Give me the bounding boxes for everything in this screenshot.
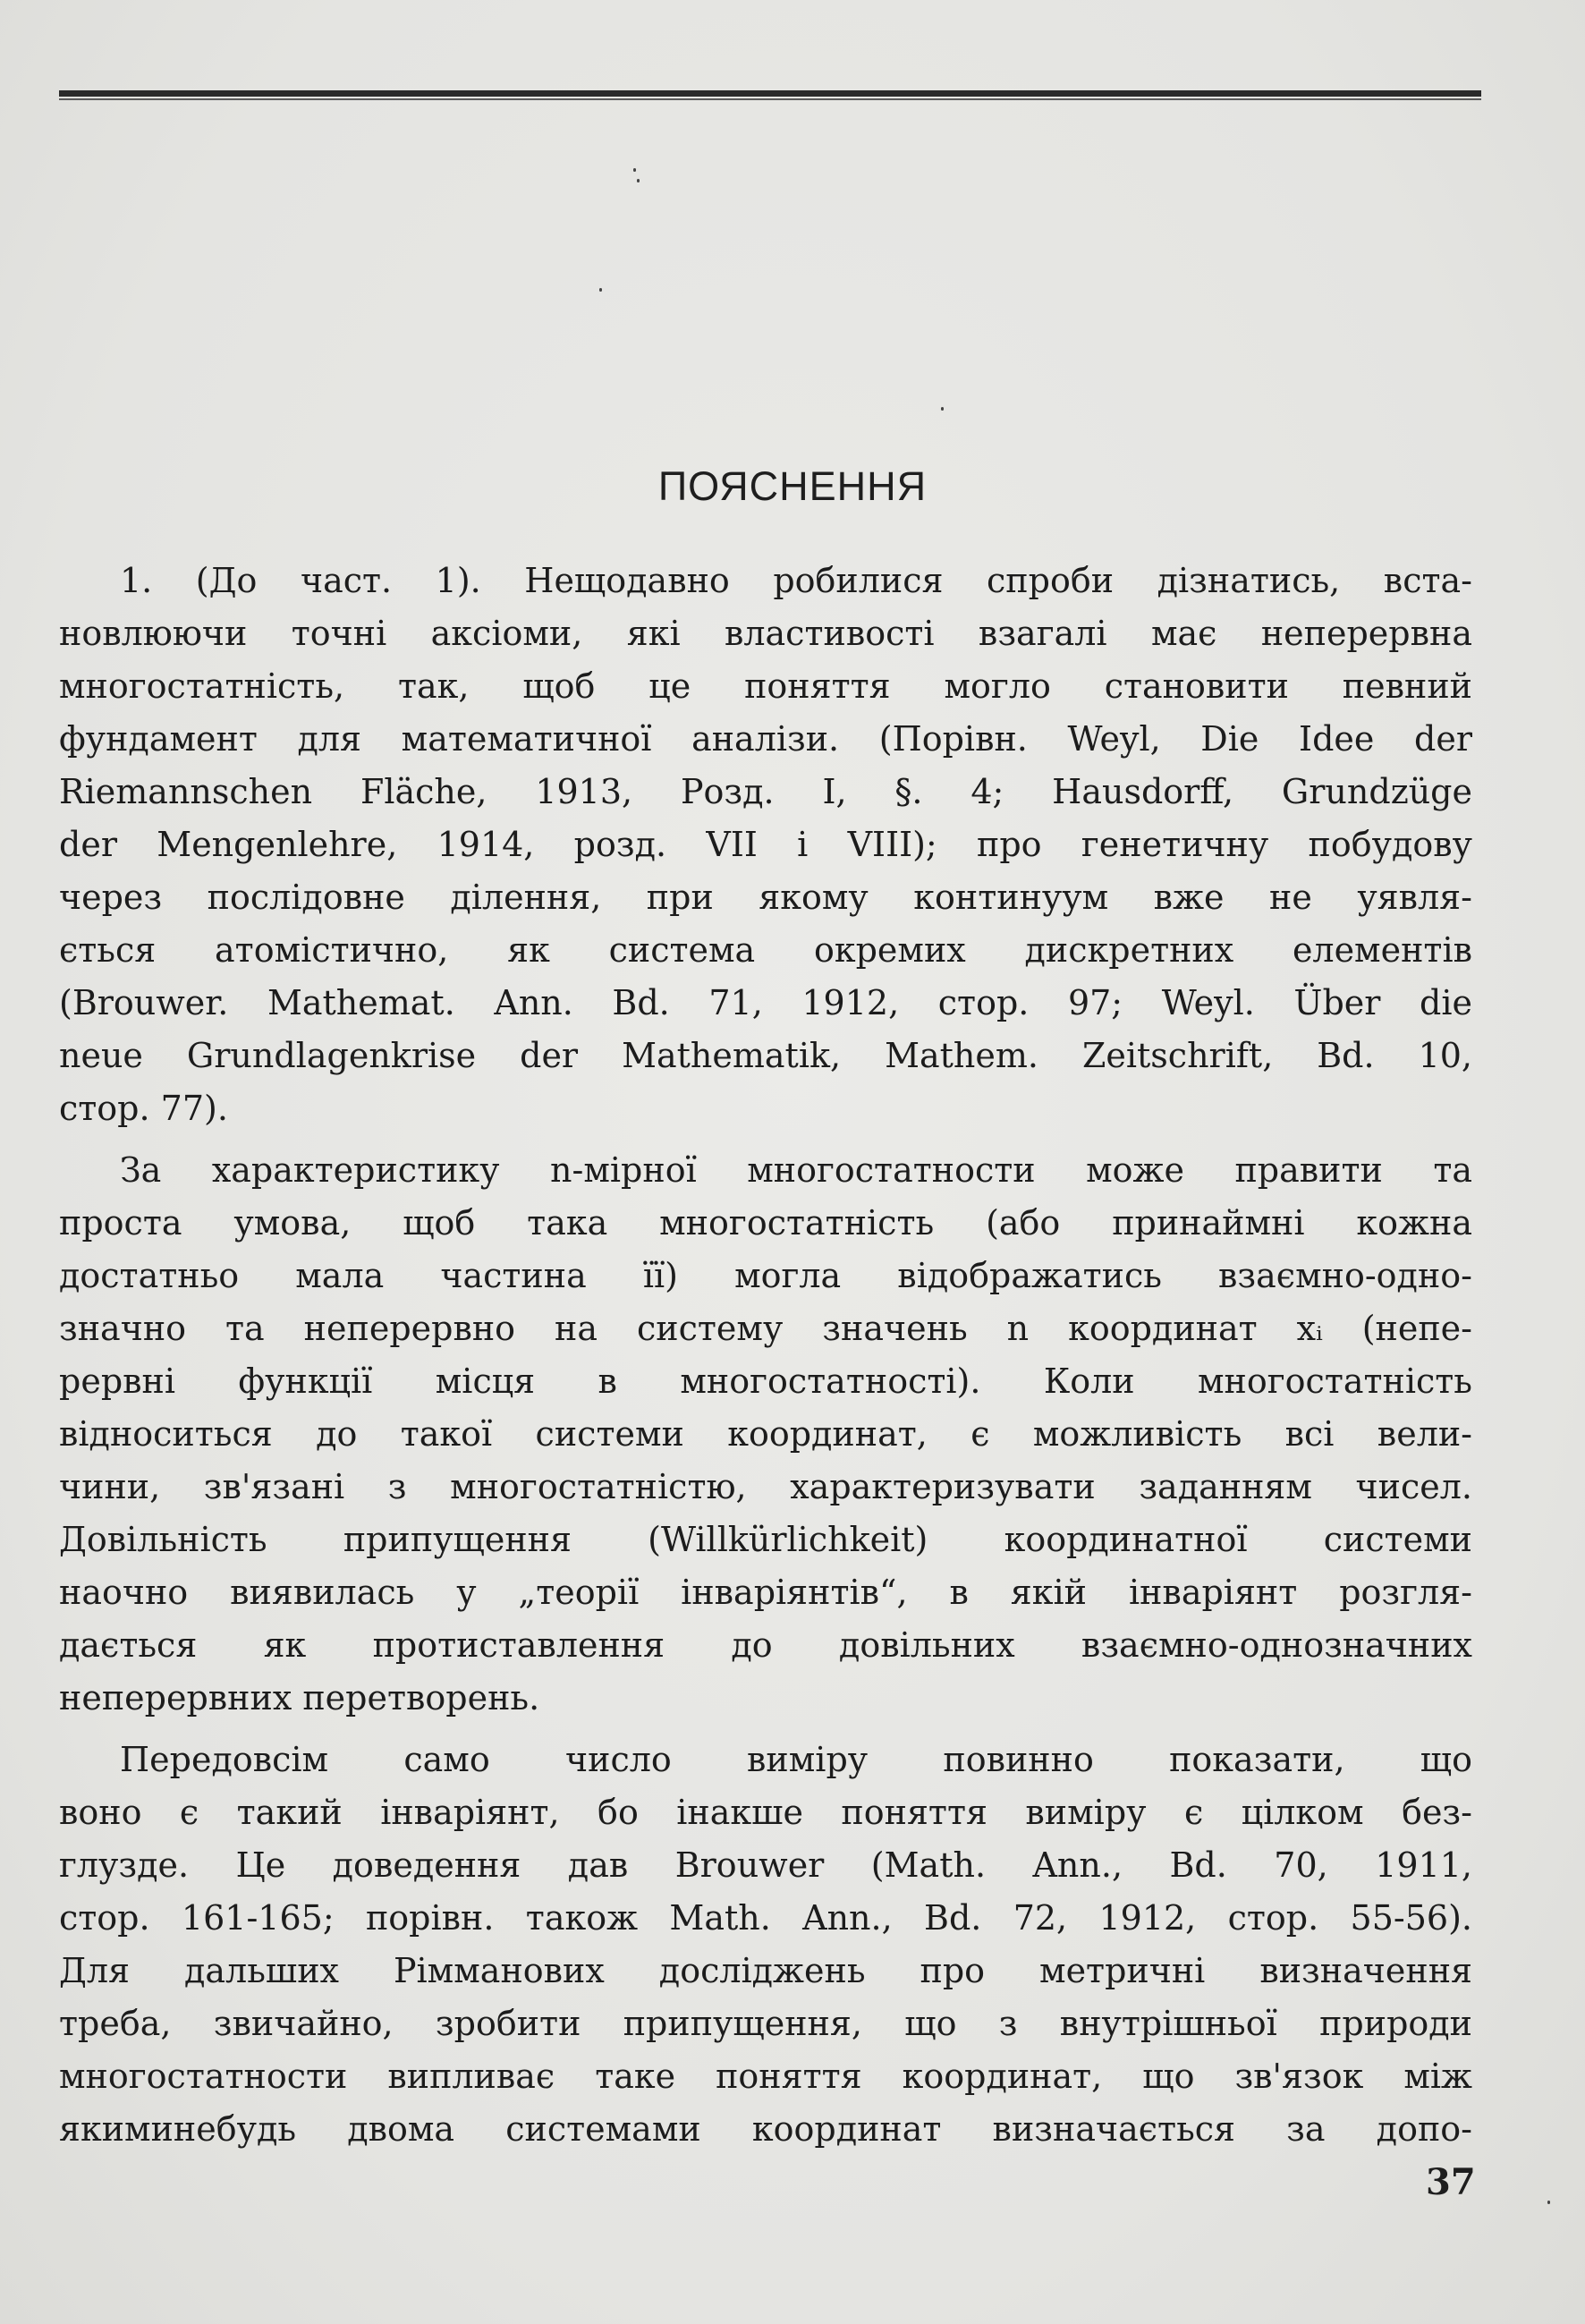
paper-speck	[941, 407, 944, 411]
text-line: достатньо мала частина її) могла відображатись взаємно-одно-	[59, 1256, 1472, 1295]
text-line: фундамент для математичної аналізи. (Порівн. Weyl, Die Idee der	[59, 719, 1472, 759]
paper-speck	[633, 168, 636, 172]
text-line: чини, зв'язані з многостатністю, характеризувати заданням чисел.	[59, 1467, 1472, 1506]
page-title: ПОЯСНЕННЯ	[657, 463, 928, 509]
text-line: ється атомістично, як система окремих дискретних елементів	[59, 930, 1472, 970]
text-line: (Brouwer. Mathemat. Ann. Bd. 71, 1912, стор. 97; Weyl. Über die	[59, 983, 1472, 1022]
text-line: треба, звичайно, зробити припущення, що з внутрішньої природи	[59, 2004, 1472, 2043]
text-line: 1. (До част. 1). Нещодавно робилися спроби дізнатись, вста-	[120, 561, 1472, 600]
text-line: Передовсім само число виміру повинно показати, що	[120, 1740, 1472, 1779]
paragraph-2	[59, 1144, 1472, 1725]
text-line: глузде. Це доведення дав Brouwer (Math. Ann., Bd. 70, 1911,	[59, 1845, 1472, 1885]
text-line: значно та неперервно на систему значень n координат xᵢ (непе-	[59, 1309, 1472, 1348]
text-line: Riemannschen Fläche, 1913, Розд. I, §. 4; Hausdorff, Grundzüge	[59, 772, 1472, 811]
text-line: наочно виявилась у „теорії інваріянтів“, в якій інваріянт розгля-	[59, 1573, 1472, 1612]
text-line: якиминебудь двома системами координат визначається за допо-	[59, 2109, 1472, 2149]
text-line: рервні функції місця в многостатності). Коли многостатність	[59, 1361, 1472, 1401]
text-line: відноситься до такої системи координат, є можливість всі вели-	[59, 1414, 1472, 1454]
text-line: За характеристику n-мірної многостатности може правити та	[120, 1150, 1472, 1190]
text-line: многостатність, так, щоб це поняття могло становити певний	[59, 666, 1472, 706]
text-line: Довільність припущення (Willkürlichkeit) координатної системи	[59, 1520, 1472, 1559]
paper-speck	[599, 288, 602, 292]
text-line: многостатности випливає таке поняття координат, що зв'язок між	[59, 2057, 1472, 2096]
paragraph-3	[59, 1734, 1472, 2156]
text-line: неперервних перетворень.	[59, 1678, 540, 1718]
paper-speck	[637, 179, 640, 182]
text-line: der Mengenlehre, 1914, розд. VII і VIII); про генетичну побудову	[59, 825, 1472, 864]
page-number: 37	[1426, 2161, 1476, 2203]
paragraph-gap	[59, 1725, 1472, 1734]
text-line: Для дальших Рімманових досліджень про метричні визначення	[59, 1951, 1472, 1990]
text-line: стор. 77).	[59, 1089, 228, 1128]
top-rule	[59, 90, 1481, 97]
text-line: воно є такий інваріянт, бо інакше поняття виміру є цілком без-	[59, 1793, 1472, 1832]
text-line: проста умова, щоб така многостатність (або принаймні кожна	[59, 1203, 1472, 1243]
text-line: стор. 161-165; порівн. також Math. Ann., Bd. 72, 1912, стор. 55-56).	[59, 1898, 1472, 1938]
paragraph-gap	[59, 1135, 1472, 1144]
paper-speck	[1547, 2201, 1550, 2204]
text-line: новлюючи точні аксіоми, які властивості взагалі має неперервна	[59, 614, 1472, 653]
text-line: через послідовне ділення, при якому континуум вже не уявля-	[59, 878, 1472, 917]
text-line: neue Grundlagenkrise der Mathematik, Mathem. Zeitschrift, Bd. 10,	[59, 1036, 1472, 1075]
body-text	[59, 555, 1472, 2156]
text-line: дається як протиставлення до довільних взаємно-однозначних	[59, 1625, 1472, 1665]
paragraph-1	[59, 555, 1472, 1135]
